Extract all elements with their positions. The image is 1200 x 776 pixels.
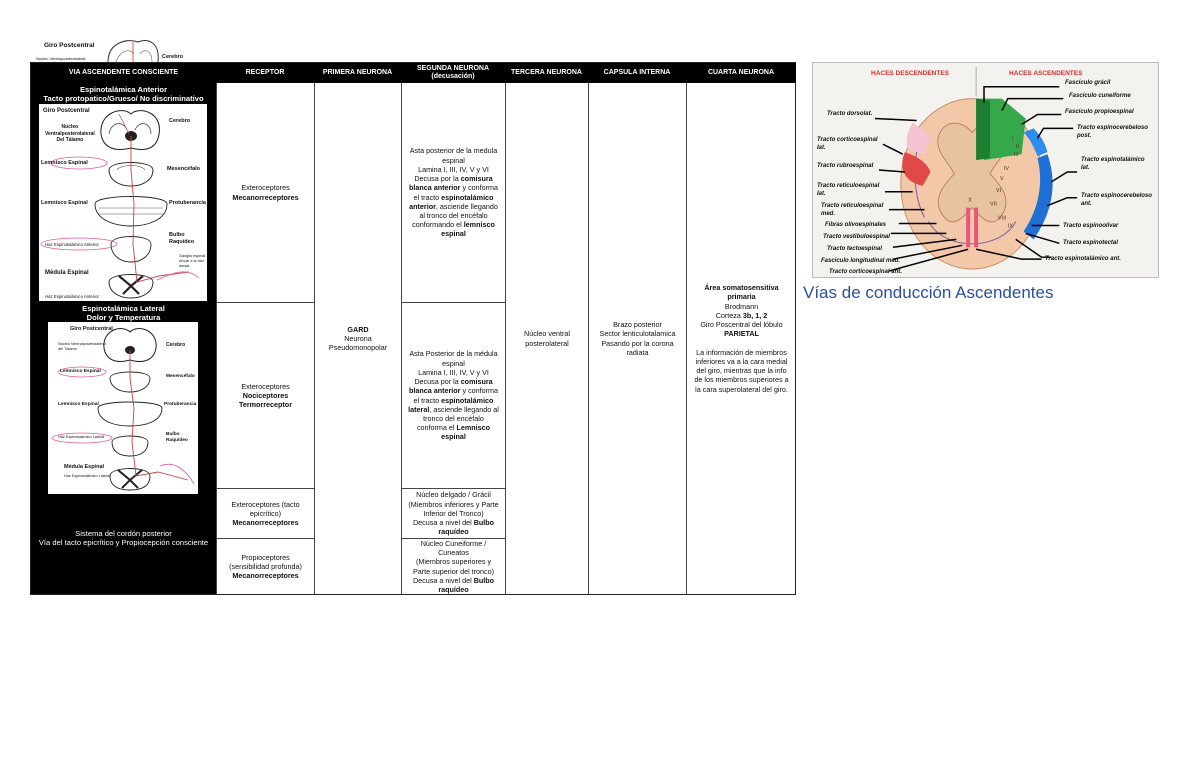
via-column [31, 83, 216, 594]
fig2-lemnisco1-label: Lemnisco Espinal [60, 369, 101, 374]
top-giro-label: Giro Postcentral [44, 42, 95, 49]
receptor-cell-1: Exteroceptores Mecanorreceptores [216, 83, 314, 303]
header-receptor: RECEPTOR [216, 63, 314, 83]
fig1-lemnisco2-label: Lemnisco Espinal [41, 200, 88, 206]
fig1-bulbo-label: Bulbo Raquídeo [169, 232, 195, 245]
fig1-protuberancia-label: Protuberancia [169, 200, 206, 206]
fig1-haz2-label: Haz Espinotalámico Anterior [45, 294, 99, 299]
tracto-espinocerebeloso-post-label: Tracto espinocerebeloso post. [1077, 125, 1148, 139]
fig2-medula-label: Médula Espinal [64, 464, 105, 470]
header-cuarta: CUARTA NEURONA [686, 63, 796, 83]
spinal-cord-cross-section [812, 62, 1159, 278]
header-via: VIA ASCENDENTE CONSCIENTE [31, 63, 216, 83]
fig1-lemnisco1-label: Lemnisco Espinal [41, 160, 88, 166]
second-neuron-cell-3: Núcleo delgado / Grácil (Miembros inferiores y Parte Inferior del Tronco) Decusa a nivel del Bulbo raquídeo [401, 489, 505, 539]
tracto-espinocerebeloso-ant-label: Tracto espinocerebeloso ant. [1081, 193, 1152, 207]
second-neuron-cell-2: Asta Posterior de la médula espinal Lamina I, III, IV, V y VI Decusa por la comisura blanca anterior y conforma el tracto espinotalámico lateral, asciende llegando al tronco del encéfalo conforma el Lemnisco espinal [401, 303, 505, 489]
header-tercera: TERCERA NEURONA [505, 63, 588, 83]
page-title: Vías de conducción Ascendentes [803, 283, 1054, 302]
tracto-espinotectal-label: Tracto espinotectal [1063, 240, 1118, 246]
svg-text:V: V [999, 175, 1004, 182]
fasciculo-gracil-label: Fascículo grácil [1065, 80, 1111, 86]
receptor-cell-3: Exteroceptores (tacto epicrítico) Mecanorreceptores [216, 489, 314, 539]
header-primera: PRIMERA NEURONA [314, 63, 401, 83]
figure-espinotalamica-lateral [48, 322, 198, 494]
fasciculo-cuneiforme-label: Fascículo cuneiforme [1069, 93, 1131, 99]
fig2-haz2-label: Haz Espinotalámico Lateral [64, 474, 111, 478]
svg-text:VIII: VIII [997, 215, 1007, 222]
tracto-vestibuloespinal-label: Tracto vestibuloespinal [823, 234, 890, 240]
fig2-cerebro-label: Cerebro [166, 342, 186, 348]
fig2-haz-label: Haz Espinotalámico Lateral [58, 435, 105, 439]
tracto-rubroespinal-label: Tracto rubroespinal [817, 163, 874, 169]
fig1-cerebro-label: Cerebro [169, 118, 191, 124]
fig2-protuberancia-label: Protuberancia [164, 402, 197, 407]
section3-subtitle: Vía del tacto epicrítico y Propiocepción consciente [38, 538, 209, 547]
tracto-corticoespinal-lat-label: Tracto corticoespinal lat. [817, 137, 878, 151]
top-cropped-figure [30, 36, 215, 62]
svg-text:III: III [1013, 152, 1019, 159]
fig2-giro-label: Giro Postcentral [70, 326, 113, 332]
second-neuron-cell-1: Asta posterior de la medula espinal Lamina I, III, IV, V y VI Decusa por la comisura blanca anterior y conforma el tracto espinotalámico anterior, asciende llegando al tronco del encéfalo conformando el lemnisco espinal [401, 83, 505, 303]
fig1-mesencefalo-label: Mesencéfalo [167, 166, 201, 172]
svg-text:VI: VI [995, 187, 1002, 194]
svg-text:II: II [1015, 144, 1019, 151]
tracto-corticoespinal-ant-label: Tracto corticoespinal ant. [829, 269, 902, 275]
fig1-giro-label: Giro Postcentral [43, 108, 90, 114]
svg-text:IV: IV [1003, 166, 1010, 172]
fig2-bulbo-label: Bulbo Raquídeo [166, 432, 188, 443]
tracto-tectoespinal-label: Tracto tectoespinal [827, 246, 882, 252]
fig2-nucleo-label: Núcleo Ventralposterolateral del Tálamo [58, 342, 106, 351]
third-neuron-cell: Núcleo ventral posterolateral [505, 83, 588, 594]
tracto-espinoolivar-label: Tracto espinoolivar [1063, 223, 1119, 229]
section1-subtitle: Tacto protopatico/Grueso/ No discriminativo [43, 94, 204, 103]
capsula-interna-cell: Brazo posterior Sector lenticulotalamica Pasando por la corona radiata [588, 83, 686, 594]
fig2-mesencefalo-label: Mesencéfalo [166, 374, 195, 379]
receptor-cell-4: Propioceptores (sensibilidad profunda) Mecanorreceptores [216, 539, 314, 594]
tracto-reticuloespinal-lat-label: Tracto reticuloespinal lat. [817, 183, 880, 197]
fig1-medula-label: Médula Espinal [45, 270, 89, 276]
haces-ascendentes-label: HACES ASCENDENTES [1009, 70, 1083, 77]
svg-text:VII: VII [989, 201, 997, 208]
header-capsula: CAPSULA INTERNA [588, 63, 686, 83]
svg-text:IX: IX [1007, 223, 1014, 230]
section2-subtitle: Dolor y Temperatura [86, 313, 161, 322]
fig1-nucleo-label: Núcleo Ventralposterolateral Del Tálamo [45, 124, 95, 143]
second-neuron-cell-4: Núcleo Cuneiforme / Cuneatos (Miembros superiores y Parte superior del tronco) Decusa a nivel del Bulbo raquídeo [401, 539, 505, 594]
first-neuron-cell: GARD Neurona Pseudomonopolar [314, 83, 401, 594]
fasciculo-propioespinal-label: Fascículo propioespinal [1065, 109, 1134, 115]
fasciculo-longitudinal-label: Fascículo longitudinal med. [821, 258, 901, 264]
svg-text:X: X [968, 197, 972, 204]
fig1-ganglio-label: Ganglio espinal enviar a la raíz dorsal [179, 254, 206, 268]
ascending-pathways-table [30, 62, 796, 595]
fibras-olivoespinales-label: Fibras olivoespinales [825, 222, 887, 228]
top-cerebro-label: Cerebro [162, 54, 184, 60]
section1-title: Espinotalámica Anterior [79, 85, 168, 94]
haces-descendentes-label: HACES DESCENDENTES [871, 70, 950, 77]
section3-title: Sistema del cordón posterior [75, 529, 172, 538]
tracto-dorsolat-label: Tracto dorsolat. [827, 111, 873, 117]
receptor-cell-2: Exteroceptores Nociceptores Termorreceptor [216, 303, 314, 489]
top-nucleo-label: Núcleo Ventroposterolateral [36, 56, 86, 61]
figure-espinotalamica-anterior [39, 104, 207, 301]
section2-title: Espinotalámica Lateral [82, 304, 165, 313]
tracto-espinotalamico-ant-label: Tracto espinotalámico ant. [1045, 256, 1121, 262]
svg-text:I: I [1011, 136, 1014, 143]
header-segunda: SEGUNDA NEURONA (decusación) [401, 63, 505, 83]
fig1-haz-label: Haz Espinotalámico Anterior [45, 242, 99, 247]
tracto-espinotalamico-lat-label: Tracto espinotalámico lat. [1081, 157, 1145, 171]
fourth-neuron-cell: Área somatosensitiva primaria Brodmann Corteza 3b, 1, 2 Giro Poscentral del lóbulo PARIETAL La información de miembros inferiores va a la cara medial del giro, mientras que la info de los miembros superiores a la cara superolateral del giro. [686, 83, 796, 594]
fig2-lemnisco2-label: Lemnisco Espinal [58, 402, 99, 407]
tracto-reticuloespinal-med-label: Tracto reticuloespinal med. [821, 203, 884, 217]
